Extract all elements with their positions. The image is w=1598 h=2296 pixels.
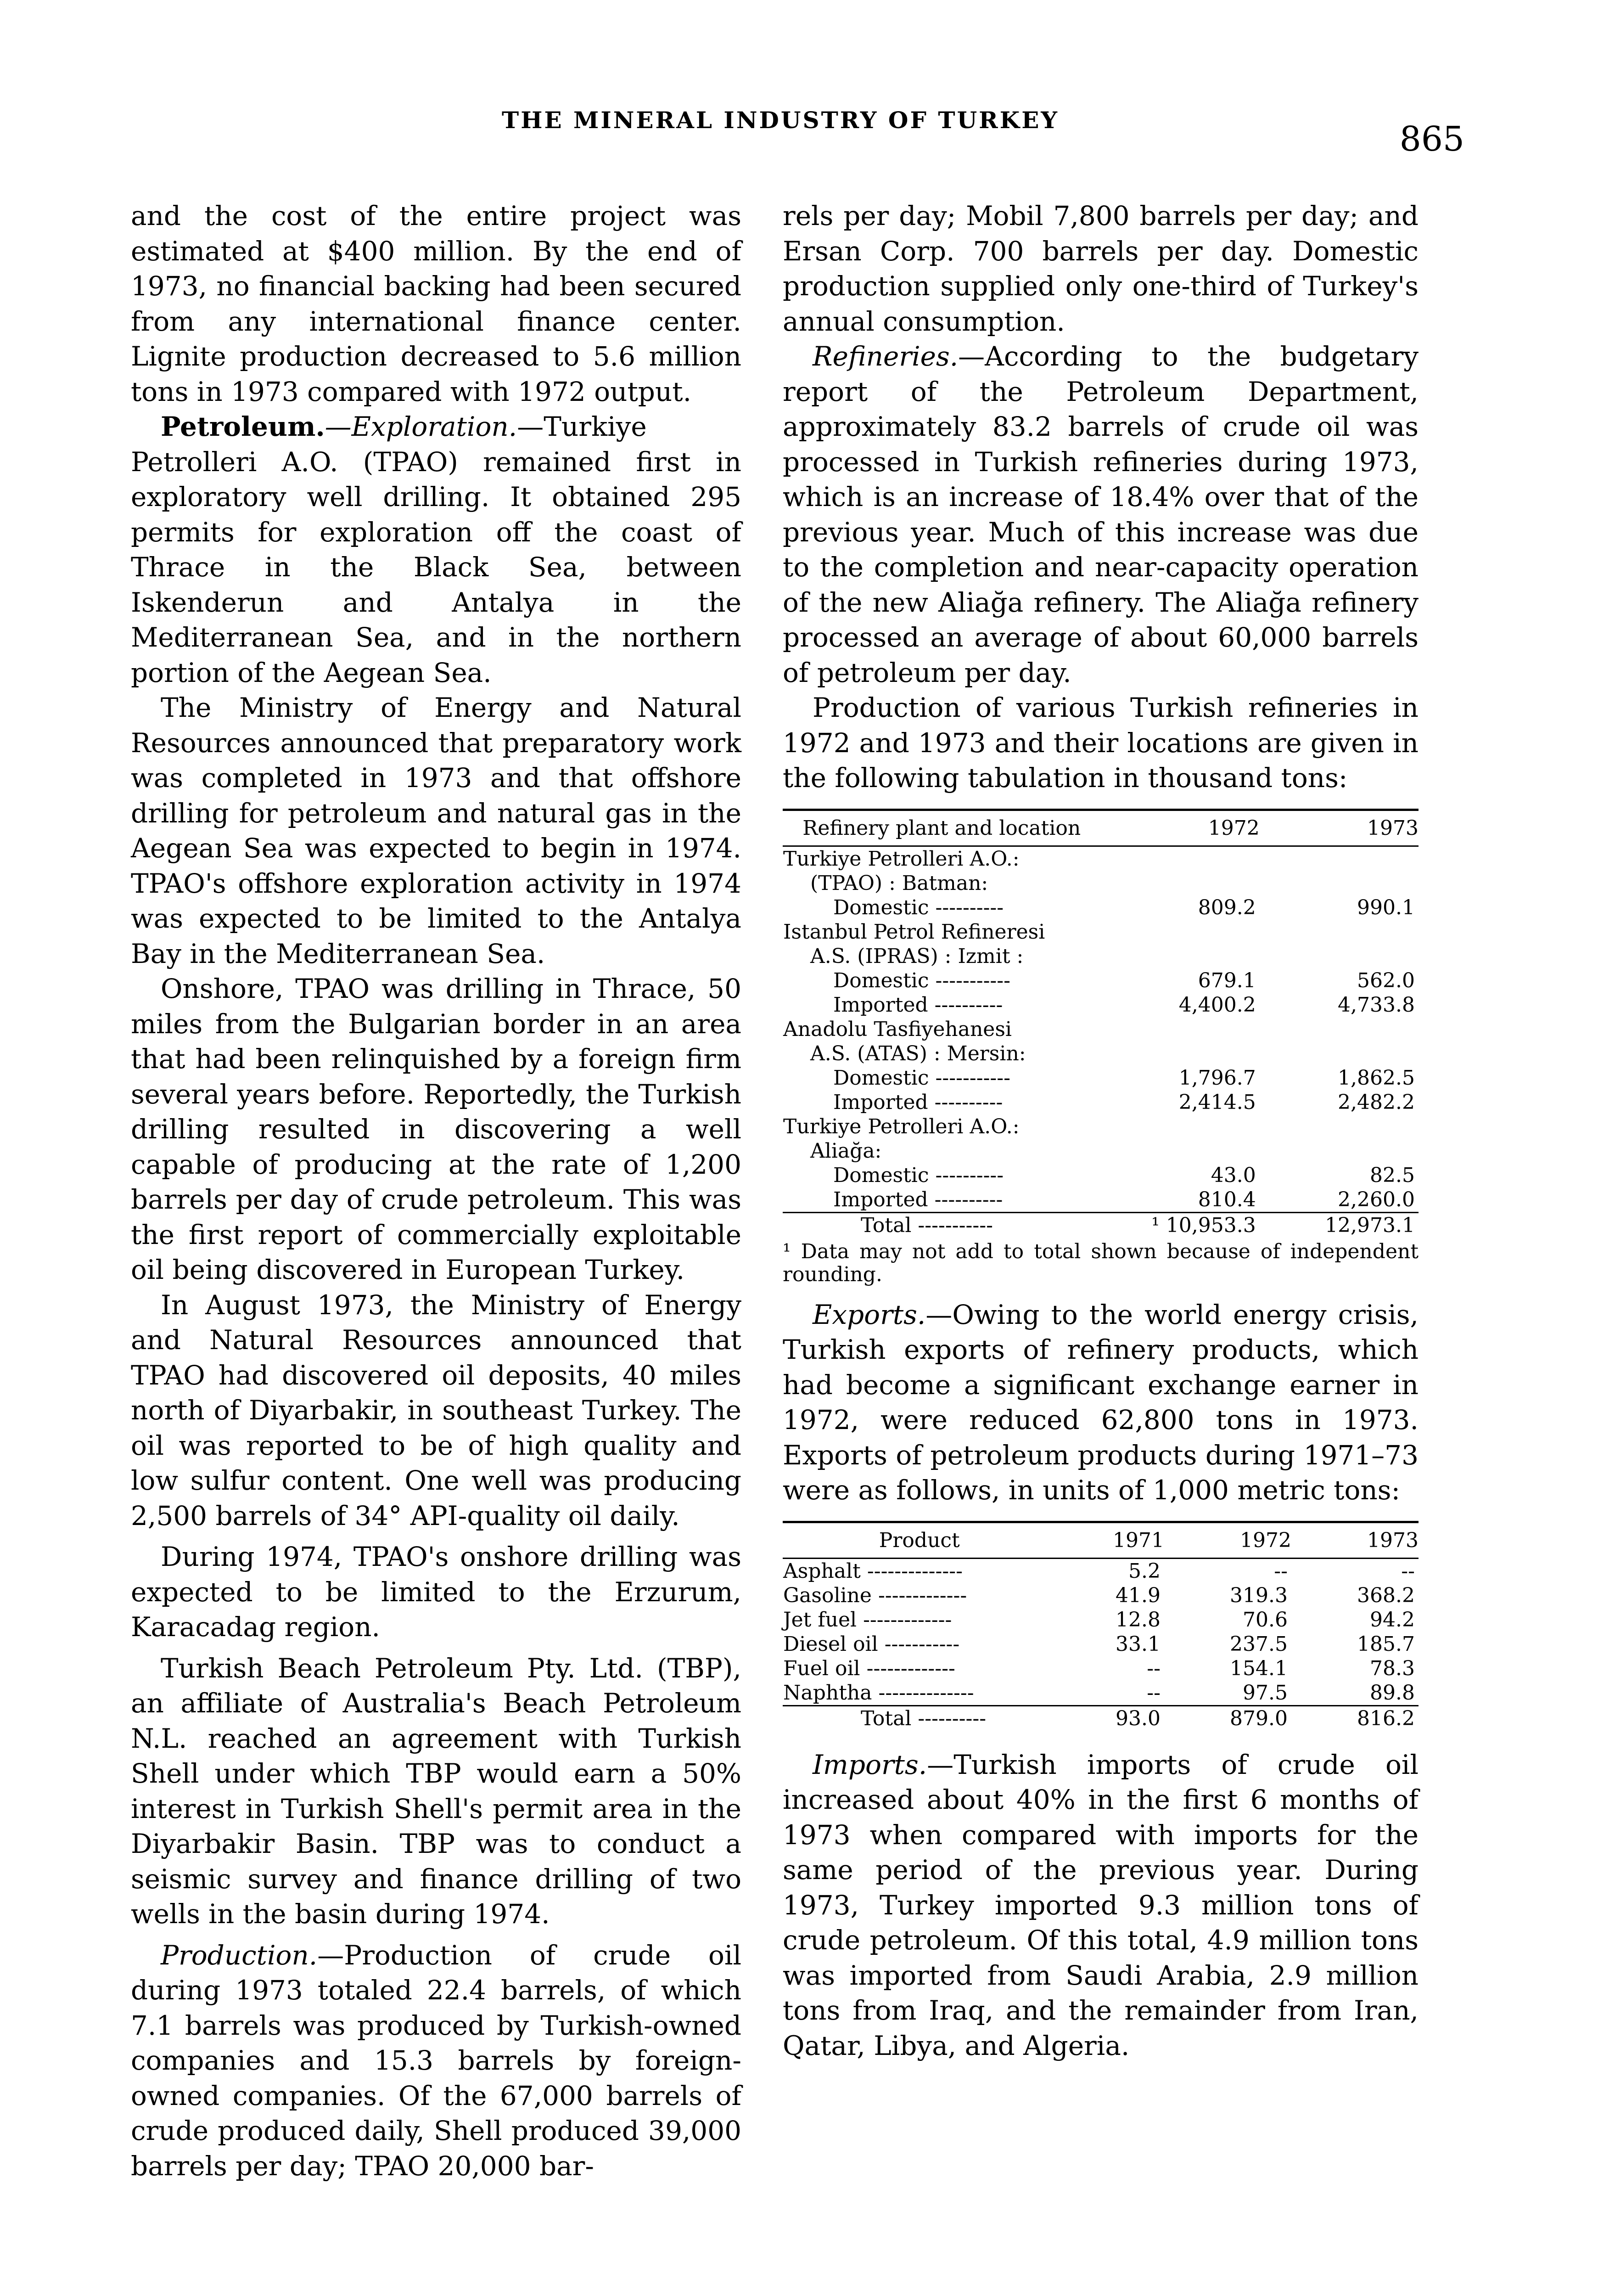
cell-1973: 4,733.8 (1338, 993, 1415, 1017)
table-footnote: ¹ Data may not add to total shown because of independent rounding. (783, 1239, 1419, 1286)
cell-1973: 562.0 (1357, 968, 1415, 992)
paragraph (131, 1938, 741, 2184)
row-label: (TPAO) : Batman: (810, 871, 988, 895)
table-row (783, 871, 1419, 895)
table-row (783, 920, 1419, 944)
right-column (783, 198, 1419, 2063)
total-1971: 93.0 (1056, 1705, 1164, 1731)
paragraph-text: —According to the budgetary report of the Petroleum Department, approximately 83.2 barrels of crude oil was processed in Turkish refineries during 1973, which is an increase of 18.4% over that of the previous year. Much of this increase was due to the completion and near-capacity operation of the new Aliağa refinery. The Aliağa refinery processed an average of about 60,000 barrels of petroleum per day. (783, 341, 1419, 688)
row-label: Domestic ---------- (833, 895, 1004, 919)
cell-1972 (1101, 1041, 1260, 1066)
cell-1971: 12.8 (1116, 1608, 1161, 1632)
subsection-heading: Refineries. (813, 341, 959, 372)
cell-1971: 41.9 (1116, 1583, 1161, 1607)
paragraph (131, 409, 741, 690)
row-label: Imported ---------- (833, 993, 1003, 1017)
cell-1972: 237.5 (1230, 1632, 1288, 1656)
table-row (783, 1041, 1419, 1066)
paragraph: Turkish Beach Petroleum Pty. Ltd. (TBP), an affiliate of Australia's Beach Petroleum N.L. reached an agreement with Turkish Shell under which TBP would earn a 50% interest in Turkish Shell's permit area in the Diyarbakir Basin. TBP was to conduct a seismic survey and finance drilling of two wells in the basin during 1974. (131, 1652, 741, 1930)
row-label: Imported ---------- (833, 1090, 1003, 1114)
row-label: Turkiye Petrolleri A.O.: (783, 1114, 1020, 1138)
table-row (783, 1163, 1419, 1187)
row-label: Istanbul Petrol Refineresi (783, 920, 1045, 944)
paragraph (783, 1747, 1419, 2064)
paragraph: Onshore, TPAO was drilling in Thrace, 50 miles from the Bulgarian border in an area that had been relinquished by a foreign firm several years before. Reportedly, the Turkish drilling resulted in discovering a well capable of producing at the rate of 1,200 barrels per day of crude petroleum. This was the first report of commercially exploitable oil being discovered in European Turkey. (131, 973, 741, 1285)
cell-1972: 154.1 (1230, 1656, 1288, 1680)
cell-1973: 368.2 (1357, 1583, 1415, 1607)
cell-1973 (1260, 920, 1419, 944)
cell-1972: 810.4 (1198, 1187, 1256, 1211)
row-label: Gasoline ------------- (783, 1583, 967, 1607)
row-label: A.S. (ATAS) : Mersin: (810, 1041, 1026, 1065)
cell-1973 (1260, 1139, 1419, 1163)
cell-1973 (1260, 1114, 1419, 1139)
total-row (783, 1212, 1419, 1238)
cell-1972 (1101, 1139, 1260, 1163)
paragraph: rels per day; Mobil 7,800 barrels per day; and Ersan Corp. 700 barrels per day. Domestic production supplied only one-third of Turkey's annual consumption. (783, 200, 1419, 337)
row-label: Diesel oil ----------- (783, 1632, 960, 1656)
table-row (783, 993, 1419, 1017)
cell-1972: 70.6 (1243, 1608, 1288, 1632)
column-header: 1973 (1367, 1528, 1419, 1552)
paragraph: In August 1973, the Ministry of Energy and Natural Resources announced that TPAO had discovered oil deposits, 40 miles north of Diyarbakir, in southeast Turkey. The oil was reported to be of high quality and low sulfur content. One well was producing 2,500 barrels of 34° API-quality oil daily. (131, 1289, 741, 1531)
table-row (783, 1090, 1419, 1114)
paragraph-text: —Owing to the world energy crisis, Turkish exports of refinery products, which had become a significant exchange earner in 1972, were reduced 62,800 tons in 1973. Exports of petroleum products during 1971–73 were as follows, in units of 1,000 metric tons: (783, 1299, 1419, 1506)
refinery-table (783, 811, 1419, 1238)
row-label: Turkiye Petrolleri A.O.: (783, 847, 1020, 871)
row-label: Jet fuel ------------- (783, 1608, 952, 1632)
paragraph-text: —Production of crude oil during 1973 totaled 22.4 barrels, of which 7.1 barrels was produced by Turkish-owned companies and 15.3 barrels by foreign-owned companies. Of the 67,000 barrels of crude produced daily, Shell produced 39,000 barrels per day; TPAO 20,000 bar- (131, 1939, 741, 2182)
subsection-heading: Exports. (813, 1299, 926, 1330)
table-row (783, 1656, 1419, 1681)
total-label: Total ---------- (783, 1705, 1056, 1731)
table-row (783, 1187, 1419, 1213)
cell-1972: 679.1 (1198, 968, 1256, 992)
table-row (783, 1139, 1419, 1163)
cell-1971: 5.2 (1128, 1559, 1161, 1583)
total-label: Total ----------- (783, 1212, 1101, 1238)
table-row (783, 1066, 1419, 1090)
cell-1973: 94.2 (1370, 1608, 1415, 1632)
cell-1973: 2,482.2 (1338, 1090, 1415, 1114)
cell-1973: 1,862.5 (1338, 1066, 1415, 1090)
cell-1973: 89.8 (1370, 1681, 1415, 1705)
cell-1972: -- (1274, 1559, 1288, 1583)
cell-1972 (1101, 871, 1260, 895)
paragraph: The Ministry of Energy and Natural Resources announced that preparatory work was completed in 1973 and that offshore drilling for petroleum and natural gas in the Aegean Sea was expected to begin in 1974. TPAO's offshore exploration activity in 1974 was expected to be limited to the Antalya Bay in the Mediterranean Sea. (131, 692, 741, 969)
paragraph-text: —Turkish imports of crude oil increased about 40% in the first 6 months of 1973 when compared with imports for the same period of the previous year. During 1973, Turkey imported 9.3 million tons of crude petroleum. Of this total, 4.9 million tons was imported from Saudi Arabia, 2.9 million tons from Iraq, and the remainder from Iran, Qatar, Libya, and Algeria. (783, 1749, 1419, 2061)
subsection-heading: —Exploration. (325, 411, 517, 442)
cell-1972 (1101, 920, 1260, 944)
cell-1971: -- (1147, 1656, 1161, 1680)
total-1973: 816.2 (1291, 1705, 1419, 1731)
row-label: Domestic ----------- (833, 1066, 1011, 1090)
paragraph (783, 1297, 1419, 1508)
exports-table (783, 1523, 1419, 1731)
cell-1972: 97.5 (1243, 1681, 1288, 1705)
row-label: Asphalt -------------- (783, 1559, 963, 1583)
section-heading: Petroleum. (161, 411, 325, 442)
cell-1972: 809.2 (1198, 895, 1256, 919)
table-row (783, 895, 1419, 920)
cell-1972: 4,400.2 (1178, 993, 1256, 1017)
cell-1973: 990.1 (1357, 895, 1415, 919)
table-row (783, 1681, 1419, 1706)
cell-1972 (1101, 944, 1260, 968)
cell-1973: -- (1401, 1559, 1415, 1583)
refinery-table-body (783, 846, 1419, 1238)
cell-1972 (1101, 846, 1260, 871)
row-label: Naphtha -------------- (783, 1681, 974, 1705)
column-header: 1972 (1208, 816, 1260, 840)
subsection-heading: Production. (161, 1939, 318, 1971)
cell-1972: 1,796.7 (1178, 1066, 1256, 1090)
cell-1971: -- (1147, 1681, 1161, 1705)
table-row (783, 1558, 1419, 1583)
cell-1973 (1260, 846, 1419, 871)
cell-1973: 2,260.0 (1338, 1187, 1415, 1211)
table-row (783, 944, 1419, 968)
cell-1973 (1260, 1017, 1419, 1041)
cell-1972: 43.0 (1211, 1163, 1256, 1187)
table-row (783, 846, 1419, 871)
column-header: Product (879, 1528, 960, 1552)
cell-1972 (1101, 1114, 1260, 1139)
table-row (783, 1632, 1419, 1656)
table-row (783, 1114, 1419, 1139)
subsection-heading: Imports. (813, 1749, 927, 1780)
table-row (783, 1017, 1419, 1041)
row-label: Fuel oil ------------- (783, 1656, 955, 1680)
column-header: 1971 (1113, 1528, 1164, 1552)
column-header: 1973 (1367, 816, 1419, 840)
cell-1973: 82.5 (1370, 1163, 1415, 1187)
page-number: 865 (1399, 119, 1464, 159)
cell-1972 (1101, 1017, 1260, 1041)
column-header: Refinery plant and location (802, 816, 1081, 840)
cell-1973: 185.7 (1357, 1632, 1415, 1656)
table-row (783, 1583, 1419, 1608)
paragraph: During 1974, TPAO's onshore drilling was expected to be limited to the Erzurum, Karacadag region. (131, 1541, 741, 1643)
cell-1973: 78.3 (1370, 1656, 1415, 1680)
exports-table-body (783, 1558, 1419, 1731)
cell-1973 (1260, 871, 1419, 895)
cell-1972: 319.3 (1230, 1583, 1288, 1607)
cell-1973 (1260, 1041, 1419, 1066)
refinery-table-wrapper (783, 809, 1419, 1286)
total-1972: 879.0 (1164, 1705, 1291, 1731)
column-header: 1972 (1240, 1528, 1291, 1552)
row-label: Domestic ----------- (833, 968, 1011, 992)
paragraph (783, 339, 1419, 690)
cell-1972: 2,414.5 (1178, 1090, 1256, 1114)
paragraph-text: —Turkiye Petrolleri A.O. (TPAO) remained first in exploratory well drilling. It obtained 295 permits for exploration off the coast of Thrace in the Black Sea, between Iskenderun and Antalya in the Mediterranean Sea, and in the northern portion of the Aegean Sea. (131, 411, 741, 688)
cell-1971: 33.1 (1116, 1632, 1161, 1656)
left-column (131, 198, 741, 2183)
row-label: Aliağa: (810, 1139, 882, 1163)
table-row (783, 1608, 1419, 1632)
running-header: THE MINERAL INDUSTRY OF TURKEY (502, 107, 1059, 134)
table-row (783, 968, 1419, 993)
cell-1973 (1260, 944, 1419, 968)
paragraph: Production of various Turkish refineries in 1972 and 1973 and their locations are given in the following tabulation in thousand tons: (783, 692, 1419, 793)
row-label: A.S. (IPRAS) : Izmit : (810, 944, 1024, 968)
row-label: Anadolu Tasfiyehanesi (783, 1017, 1012, 1041)
paragraph: and the cost of the entire project was estimated at $400 million. By the end of 1973, no financial backing had been secured from any international finance center. Lignite production decreased to 5.6 million tons in 1973 compared with 1972 output. (131, 200, 741, 407)
exports-table-wrapper (783, 1521, 1419, 1731)
row-label: Domestic ---------- (833, 1163, 1004, 1187)
total-1973: 12,973.1 (1260, 1212, 1419, 1238)
total-1972: ¹ 10,953.3 (1101, 1212, 1260, 1238)
row-label: Imported ---------- (833, 1187, 1003, 1211)
total-row (783, 1705, 1419, 1731)
